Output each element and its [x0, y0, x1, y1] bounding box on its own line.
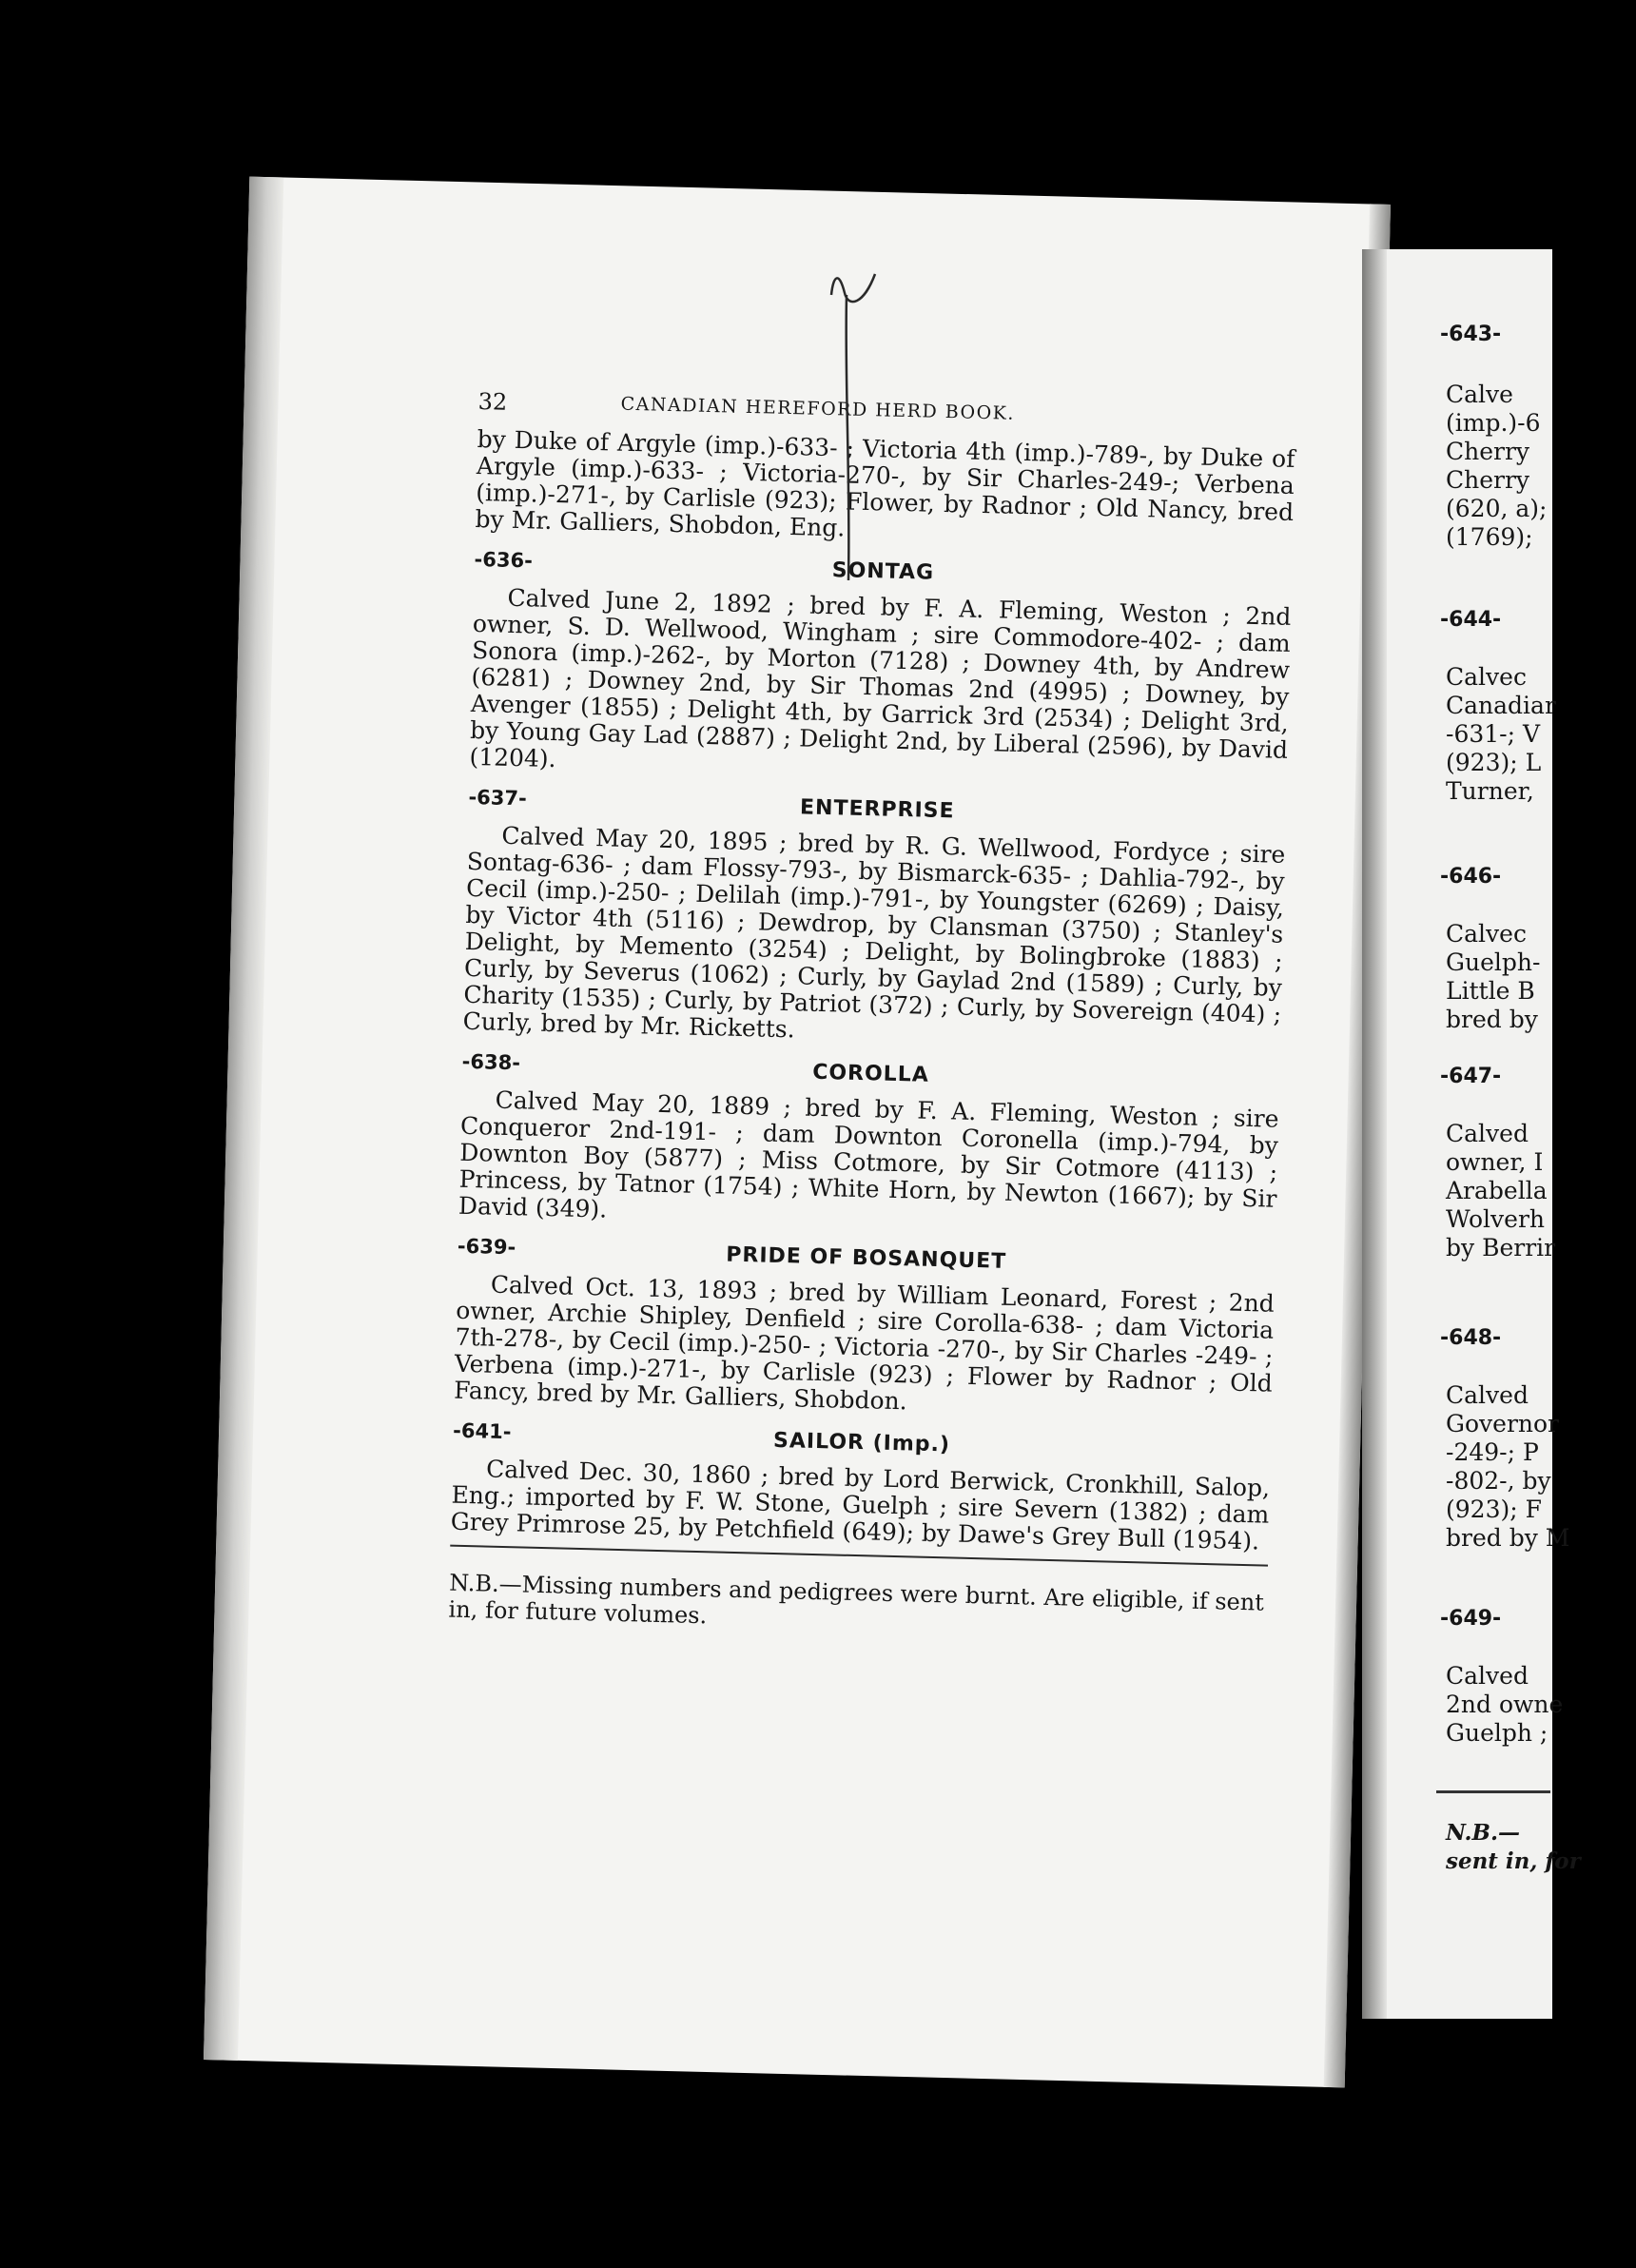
adjacent-text-line: Arabella	[1446, 1177, 1548, 1204]
footnote-text: —Missing numbers and pedigrees were burnt. Are eligible, if sent in, for future volumes.	[448, 1570, 1265, 1630]
adjacent-text-line: (923); F	[1446, 1496, 1542, 1523]
adjacent-text-line: bred by	[1446, 1006, 1538, 1033]
entry	[451, 1412, 1272, 1555]
adjacent-text-line: Guelph-	[1446, 948, 1541, 976]
adjacent-text-line: Calvec	[1446, 920, 1527, 948]
adjacent-text-line: Calved	[1446, 1120, 1529, 1147]
adjacent-text-line: Turner,	[1446, 777, 1534, 805]
entry-name: ENTERPRISE	[799, 795, 955, 824]
entry-pedigree: Calved June 2, 1892 ; bred by F. A. Fleming, Weston ; 2nd owner, S. D. Wellwood, Wingham ; sire Commodore-402- ; dam Sonora (imp.)-262-, by Morton (7128) ; Downey 4th, by Andrew (6281) ; Downey 2nd, by Sir Thomas 2nd (4995) ; Downey, by Avenger (1855) ; Delight 4th, by Garrick 3rd (2534) ; Delight 3rd, by Young Gay Lad (2887) ; Delight 2nd, by Liberal (2596), by David (1204).	[469, 583, 1292, 773]
entry	[458, 1043, 1280, 1240]
adjacent-text-line: -802-, by	[1446, 1467, 1551, 1495]
adjacent-footnote-rule	[1436, 1790, 1550, 1793]
page-number: 32	[477, 388, 508, 416]
footnote-label: N.B.	[448, 1569, 499, 1597]
adjacent-text-line: (1769);	[1446, 523, 1533, 551]
adjacent-text-line: (620, a);	[1446, 495, 1548, 522]
adjacent-text-line: Cherry	[1446, 438, 1530, 465]
adjacent-entry-number: -647-	[1440, 1065, 1502, 1088]
adjacent-text-line: Wolverh	[1446, 1205, 1546, 1233]
entry-pedigree: Calved May 20, 1889 ; bred by F. A. Fleming, Weston ; sire Conqueror 2nd-191- ; dam Downton Coronella (imp.)-794, by Downton Boy (5877) ; Miss Cotmore, by Sir Cotmore (4113) ; Princess, by Tatnor (1754) ; White Horn, by Newton (1667); by Sir David (349).	[458, 1085, 1279, 1223]
adjacent-text-line: Calvec	[1446, 663, 1527, 691]
entry-name: SONTAG	[831, 558, 935, 585]
entry-number: -636-	[474, 547, 534, 573]
adjacent-text-line: Governor	[1446, 1410, 1559, 1437]
entry-name: COROLLA	[811, 1060, 930, 1087]
adjacent-entry-number: -649-	[1440, 1607, 1502, 1631]
adjacent-text-line: Canadiar	[1446, 692, 1556, 719]
entry	[462, 778, 1286, 1055]
entry-number: -641-	[452, 1418, 512, 1444]
adjacent-text-line: by Berrir	[1446, 1234, 1556, 1261]
adjacent-footnote-line: sent in, for	[1446, 1848, 1581, 1874]
entry-number: -637-	[468, 785, 528, 811]
entry-number: -638-	[461, 1049, 521, 1075]
adjacent-text-line: owner, I	[1446, 1148, 1544, 1176]
adjacent-text-line: Cherry	[1446, 466, 1530, 494]
adjacent-text-line: Calved	[1446, 1381, 1529, 1409]
entry-pedigree: Calved Oct. 13, 1893 ; bred by William Leonard, Forest ; 2nd owner, Archie Shipley, Denfield ; sire Corolla-638- ; dam Victoria 7th-278-, by Cecil (imp.)-250- ; Victoria -270-, by Sir Charles -249- ; Verbena (imp.)-271-, by Carlisle (923) ; Flower by Radnor ; Old Fancy, bred by Mr. Galliers, Shobdon.	[453, 1270, 1276, 1416]
adjacent-text-line: Calve	[1446, 381, 1513, 408]
adjacent-text-line: Guelph ;	[1446, 1719, 1548, 1747]
entry-name: PRIDE OF BOSANQUET	[726, 1242, 1007, 1274]
running-head: CANADIAN HEREFORD HERD BOOK.	[620, 393, 1016, 424]
adjacent-text-line: (imp.)-6	[1446, 409, 1541, 437]
adjacent-page	[1362, 249, 1581, 2019]
entry-number: -639-	[457, 1234, 516, 1260]
adjacent-entry-number: -643-	[1440, 323, 1502, 346]
adjacent-footnote-line: N.B.—	[1446, 1820, 1521, 1846]
footnote	[448, 1570, 1267, 1643]
continuation-paragraph: by Duke of Argyle (imp.)-633- ; Victoria 4th (imp.)-789-, by Duke of Argyle (imp.)-633- ; Victoria-270-, by Sir Charles-249-; Verbena (imp.)-271-, by Carlisle (923); Flower, by Radnor ; Old Nancy, bred by Mr. Galliers, Shobdon, Eng.	[475, 424, 1295, 542]
adjacent-text-line: -249-; P	[1446, 1438, 1539, 1466]
adjacent-entry-number: -644-	[1440, 608, 1502, 632]
adjacent-entry-number: -646-	[1440, 865, 1502, 889]
entry-name: SAILOR (Imp.)	[772, 1428, 951, 1457]
adjacent-text-line: (923); L	[1446, 749, 1542, 776]
entry-pedigree: Calved May 20, 1895 ; bred by R. G. Wellwood, Fordyce ; sire Sontag-636- ; dam Flossy-793-, by Bismarck-635- ; Dahlia-792-, by Cecil (imp.)-250- ; Delilah (imp.)-791-, by Youngster (6269) ; Daisy, by Victor 4th (5116) ; Dewdrop, by Clansman (3750) ; Stanley's Delight, by Memento (3254) ; Delight, by Bolingbroke (1883) ; Curly, by Severus (1062) ; Curly, by Gaylad 2nd (1589) ; Curly, by Charity (1535) ; Curly, by Patriot (372) ; Curly, by Sovereign (404) ; Curly, bred by Mr. Ricketts.	[462, 821, 1286, 1044]
page-spine-shadow	[204, 177, 283, 2061]
adjacent-text-line: Calved	[1446, 1662, 1529, 1690]
adjacent-text-line: bred by M	[1446, 1524, 1570, 1552]
adjacent-text-line: -631-; V	[1446, 720, 1541, 748]
entry-pedigree: Calved Dec. 30, 1860 ; bred by Lord Berwick, Cronkhill, Salop, Eng.; imported by F. W. Stone, Guelph ; sire Severn (1382) ; dam Grey Primrose 25, by Petchfield (649); by Dawe's Grey Bull (1954).	[450, 1455, 1271, 1555]
adjacent-entry-number: -648-	[1440, 1326, 1502, 1350]
adjacent-text-line: Little B	[1446, 977, 1535, 1005]
adjacent-text-line: 2nd owne	[1446, 1691, 1564, 1718]
pencil-mark-icon	[826, 266, 892, 609]
entry	[454, 1227, 1276, 1424]
adjacent-page-shadow	[1362, 249, 1387, 2019]
